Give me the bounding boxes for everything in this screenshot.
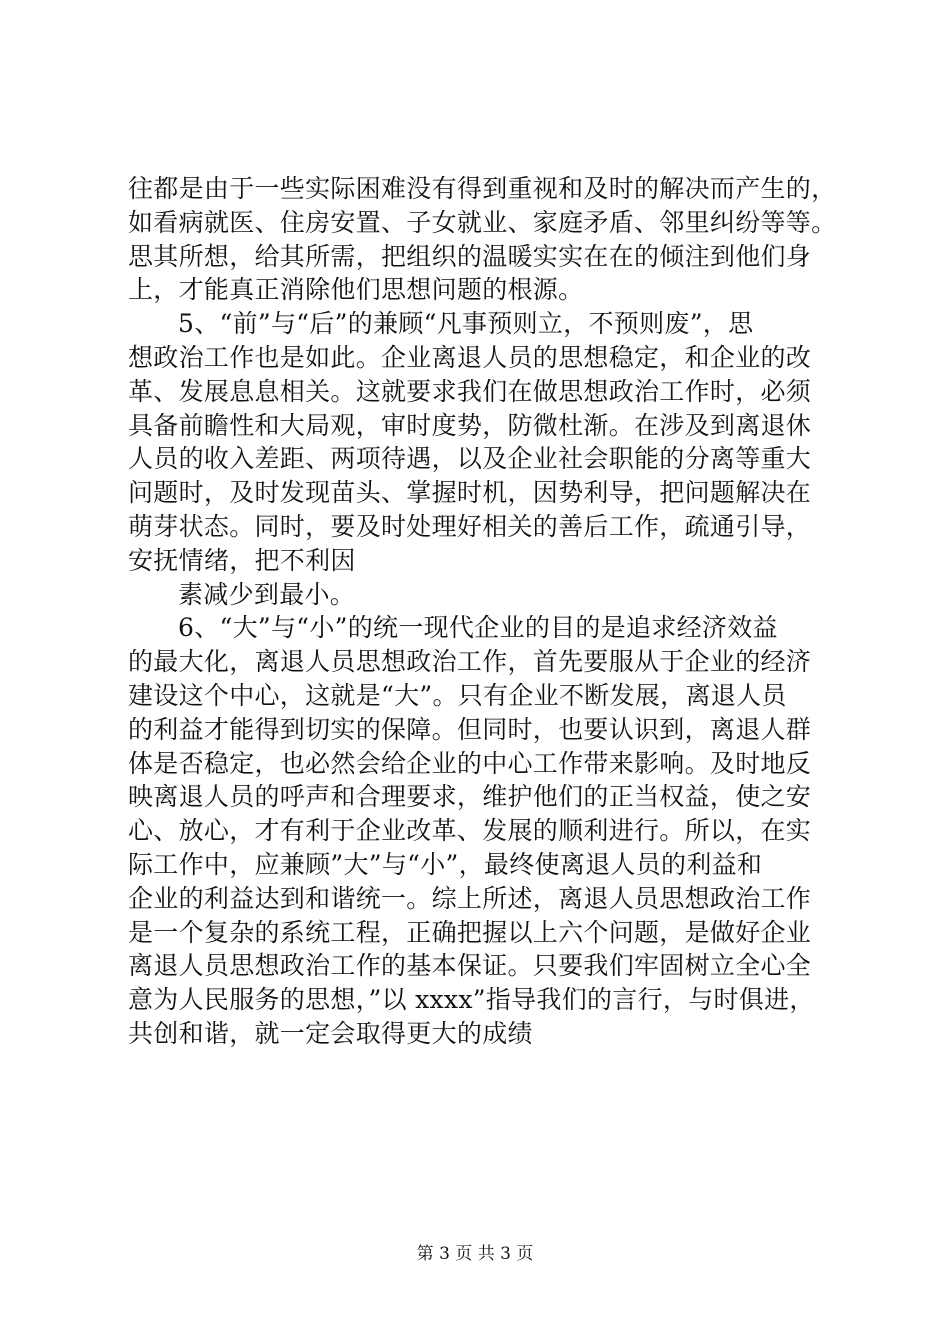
text-line: 离退人员思想政治工作的基本保证。只要我们牢固树立全心全 <box>128 951 812 981</box>
text-line: 体是否稳定，也必然会给企业的中心工作带来影响。及时地反 <box>128 748 812 778</box>
document-body <box>128 172 868 1051</box>
text-line: 素减少到最小。 <box>178 579 356 609</box>
text-line: 的利益才能得到切实的保障。但同时，也要认识到，离退人群 <box>128 714 812 744</box>
text-line: 安抚情绪，把不利因 <box>128 545 356 575</box>
text-line: 是一个复杂的系统工程，正确把握以上六个问题，是做好企业 <box>128 917 812 947</box>
text-line: 的最大化，离退人员思想政治工作，首先要服从于企业的经济 <box>128 647 812 677</box>
text-line: 往都是由于一些实际困难没有得到重视和及时的解决而产生的， <box>128 174 837 203</box>
text-line: 5、“前”与“后”的兼顾“凡事预则立，不预则废”，思 <box>178 309 754 339</box>
text-line: 上，才能真正消除他们思想问题的根源。 <box>128 275 584 305</box>
text-line: 6、“大”与“小”的统一现代企业的目的是追求经济效益 <box>178 613 778 643</box>
text-line: 思其所想，给其所需，把组织的温暖实实在在的倾注到他们身 <box>128 241 812 271</box>
text-line: 企业的利益达到和谐统一。综上所述，离退人员思想政治工作 <box>128 883 812 913</box>
text-line: 建设这个中心，这就是“大”。只有企业不断发展，离退人员 <box>128 680 787 710</box>
text-line: 如看病就医、住房安置、子女就业、家庭矛盾、邻里纠纷等等。 <box>128 207 837 237</box>
page-footer: 第 3 页 共 3 页 <box>416 1244 534 1264</box>
text-line: 想政治工作也是如此。企业离退人员的思想稳定，和企业的改 <box>128 342 812 372</box>
text-line: 心、放心，才有利于企业改革、发展的顺利进行。所以，在实 <box>128 816 812 846</box>
text-line: 际工作中，应兼顾”大”与“小”，最终使离退人员的利益和 <box>128 849 763 879</box>
text-line: 革、发展息息相关。这就要求我们在做思想政治工作时，必须 <box>128 376 812 406</box>
text-line: 具备前瞻性和大局观，审时度势，防微杜渐。在涉及到离退休 <box>128 410 812 440</box>
text-line: 问题时，及时发现苗头、掌握时机，因势利导，把问题解决在 <box>128 478 812 508</box>
text-line: 映离退人员的呼声和合理要求，维护他们的正当权益，使之安 <box>128 782 812 812</box>
text-line: 共创和谐，就一定会取得更大的成绩 <box>128 1018 533 1048</box>
text-line: 人员的收入差距、两项待遇，以及企业社会职能的分离等重大 <box>128 444 812 474</box>
text-line: 意为人民服务的思想，”以 xxxx”指导我们的言行，与时俱进， <box>128 985 815 1015</box>
text-line: 萌芽状态。同时，要及时处理好相关的善后工作，疏通引导， <box>128 511 812 541</box>
